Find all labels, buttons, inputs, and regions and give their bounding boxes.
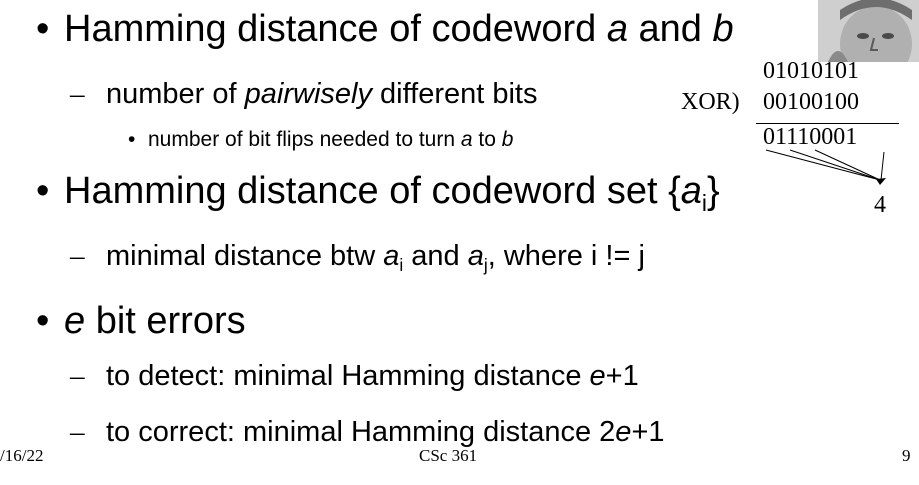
xor-operator-label: XOR) [681, 89, 740, 115]
bullet-text: to correct: minimal Hamming distance 2e+1 [106, 416, 665, 448]
bullet-text: e bit errors [64, 300, 246, 342]
bullet-text: number of pairwisely different bits [106, 78, 538, 110]
dash-marker: – [70, 360, 85, 392]
bullet-text: minimal distance btw $a_i$ and $a_j$, where i != j [106, 240, 645, 276]
bullet-marker: • [36, 170, 50, 212]
xor-count-arrows [760, 148, 900, 188]
portrait-photo [818, 0, 919, 62]
bullet-text: Hamming distance of codeword a and b [64, 8, 734, 50]
bullet-text: number of bit flips needed to turn a to b [148, 128, 514, 151]
xor-result: 01110001 [763, 124, 858, 150]
bullet-marker: • [36, 8, 50, 50]
bullet-text: to detect: minimal Hamming distance e+1 [106, 360, 639, 392]
footer-course: CSc 361 [419, 446, 478, 465]
bullet-marker: • [128, 128, 136, 151]
dash-marker: – [70, 416, 85, 448]
footer-date: /16/22 [0, 446, 44, 465]
xor-row-2: 00100100 [763, 89, 859, 115]
bullet-text: Hamming distance of codeword set $\{a_i\}$ [64, 170, 720, 216]
dash-marker: – [70, 78, 85, 110]
xor-bit-count: 4 [874, 192, 886, 218]
bullet-marker: • [36, 300, 50, 342]
dash-marker: – [70, 240, 85, 272]
xor-row-1: 01010101 [763, 58, 859, 84]
footer-page-number: 9 [902, 446, 911, 465]
